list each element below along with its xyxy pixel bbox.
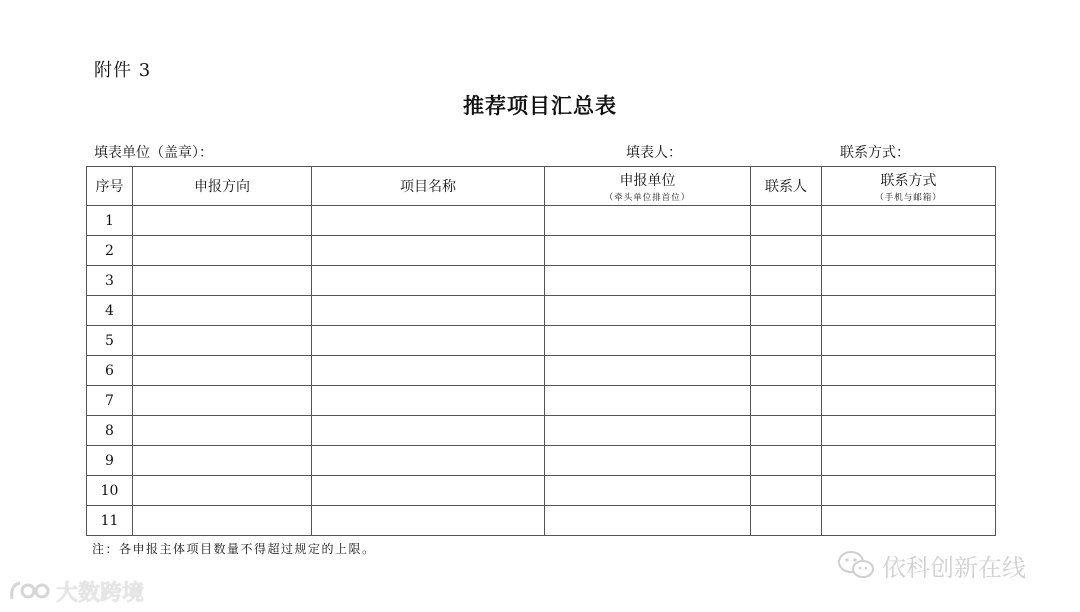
contact-person-cell[interactable] <box>751 386 822 416</box>
project-name-cell[interactable] <box>312 356 545 386</box>
applicant-unit-cell[interactable] <box>545 356 751 386</box>
direction-cell[interactable] <box>133 506 312 536</box>
project-name-cell[interactable] <box>312 416 545 446</box>
contact-person-cell[interactable] <box>751 476 822 506</box>
direction-cell[interactable] <box>133 206 312 236</box>
direction-cell[interactable] <box>133 296 312 326</box>
project-name-cell[interactable] <box>312 296 545 326</box>
project-name-cell[interactable] <box>312 386 545 416</box>
direction-cell[interactable] <box>133 476 312 506</box>
applicant-unit-cell[interactable] <box>545 416 751 446</box>
direction-cell[interactable] <box>133 326 312 356</box>
table-row <box>87 386 996 416</box>
contact-info-cell[interactable] <box>822 296 996 326</box>
applicant-unit-cell[interactable] <box>545 326 751 356</box>
project-name-cell[interactable] <box>312 476 545 506</box>
contact-person-cell[interactable] <box>751 416 822 446</box>
row-index-cell: 7 <box>87 386 133 416</box>
contact-person-cell[interactable] <box>751 326 822 356</box>
contact-info-cell[interactable] <box>822 236 996 266</box>
row-index-cell: 11 <box>87 506 133 536</box>
col-header-contact-info-sub: （手机与邮箱） <box>875 192 942 203</box>
contact-info-cell[interactable] <box>822 356 996 386</box>
row-index-cell: 3 <box>87 266 133 296</box>
applicant-unit-cell[interactable] <box>545 206 751 236</box>
direction-cell[interactable] <box>133 416 312 446</box>
col-header-direction: 申报方向 <box>133 167 312 206</box>
direction-cell[interactable] <box>133 266 312 296</box>
project-name-cell[interactable] <box>312 266 545 296</box>
contact-info-cell[interactable] <box>822 386 996 416</box>
row-index-cell: 9 <box>87 446 133 476</box>
table-row <box>87 326 996 356</box>
applicant-unit-cell[interactable] <box>545 266 751 296</box>
row-index-cell: 10 <box>87 476 133 506</box>
row-index-cell: 8 <box>87 416 133 446</box>
watermark-left-text: 大数跨境 <box>56 580 145 606</box>
contact-info-cell[interactable] <box>822 266 996 296</box>
contact-person-cell[interactable] <box>751 296 822 326</box>
footnote: 注：各申报主体项目数量不得超过规定的上限。 <box>92 542 376 556</box>
row-index-cell: 2 <box>87 236 133 266</box>
table-row <box>87 506 996 536</box>
applicant-unit-cell[interactable] <box>545 296 751 326</box>
filler-label: 填表人： <box>626 145 682 161</box>
contact-info-cell[interactable] <box>822 206 996 236</box>
applicant-unit-cell[interactable] <box>545 236 751 266</box>
table-header-row <box>87 167 996 206</box>
project-name-cell[interactable] <box>312 236 545 266</box>
watermark-left <box>8 576 144 606</box>
col-header-applicant-unit-sub: （牵头单位排首位） <box>604 192 691 203</box>
contact-person-cell[interactable] <box>751 356 822 386</box>
row-index-cell: 4 <box>87 296 133 326</box>
table-row <box>87 266 996 296</box>
watermark-right <box>836 548 1026 582</box>
applicant-unit-cell[interactable] <box>545 386 751 416</box>
project-name-cell[interactable] <box>312 326 545 356</box>
direction-cell[interactable] <box>133 386 312 416</box>
contact-info-cell[interactable] <box>822 326 996 356</box>
row-index-cell: 1 <box>87 206 133 236</box>
contact-label: 联系方式： <box>840 145 910 161</box>
col-header-project-name: 项目名称 <box>312 167 545 206</box>
project-name-cell[interactable] <box>312 506 545 536</box>
contact-info-cell[interactable] <box>822 476 996 506</box>
project-summary-table <box>86 166 996 536</box>
contact-person-cell[interactable] <box>751 206 822 236</box>
applicant-unit-cell[interactable] <box>545 446 751 476</box>
contact-person-cell[interactable] <box>751 236 822 266</box>
filling-unit-label: 填表单位（盖章）： <box>94 145 213 161</box>
contact-info-cell[interactable] <box>822 416 996 446</box>
wechat-icon <box>836 549 876 581</box>
attachment-label: 附件 3 <box>94 60 152 81</box>
col-header-applicant-unit: 申报单位 （牵头单位排首位） <box>545 167 751 206</box>
direction-cell[interactable] <box>133 446 312 476</box>
watermark-right-text: 依科创新在线 <box>882 553 1026 582</box>
row-index-cell: 6 <box>87 356 133 386</box>
table-row <box>87 446 996 476</box>
table-row <box>87 476 996 506</box>
project-name-cell[interactable] <box>312 206 545 236</box>
logo-icon <box>8 579 52 603</box>
project-name-cell[interactable] <box>312 446 545 476</box>
table-row <box>87 296 996 326</box>
col-header-contact-info: 联系方式 （手机与邮箱） <box>822 167 996 206</box>
contact-info-cell[interactable] <box>822 506 996 536</box>
document-title: 推荐项目汇总表 <box>463 93 617 118</box>
contact-info-cell[interactable] <box>822 446 996 476</box>
direction-cell[interactable] <box>133 236 312 266</box>
table-row <box>87 206 996 236</box>
table-row <box>87 416 996 446</box>
col-header-index: 序号 <box>87 167 133 206</box>
direction-cell[interactable] <box>133 356 312 386</box>
table-row <box>87 236 996 266</box>
table-row <box>87 356 996 386</box>
row-index-cell: 5 <box>87 326 133 356</box>
applicant-unit-cell[interactable] <box>545 476 751 506</box>
contact-person-cell[interactable] <box>751 506 822 536</box>
applicant-unit-cell[interactable] <box>545 506 751 536</box>
col-header-contact-person: 联系人 <box>751 167 822 206</box>
contact-person-cell[interactable] <box>751 446 822 476</box>
contact-person-cell[interactable] <box>751 266 822 296</box>
